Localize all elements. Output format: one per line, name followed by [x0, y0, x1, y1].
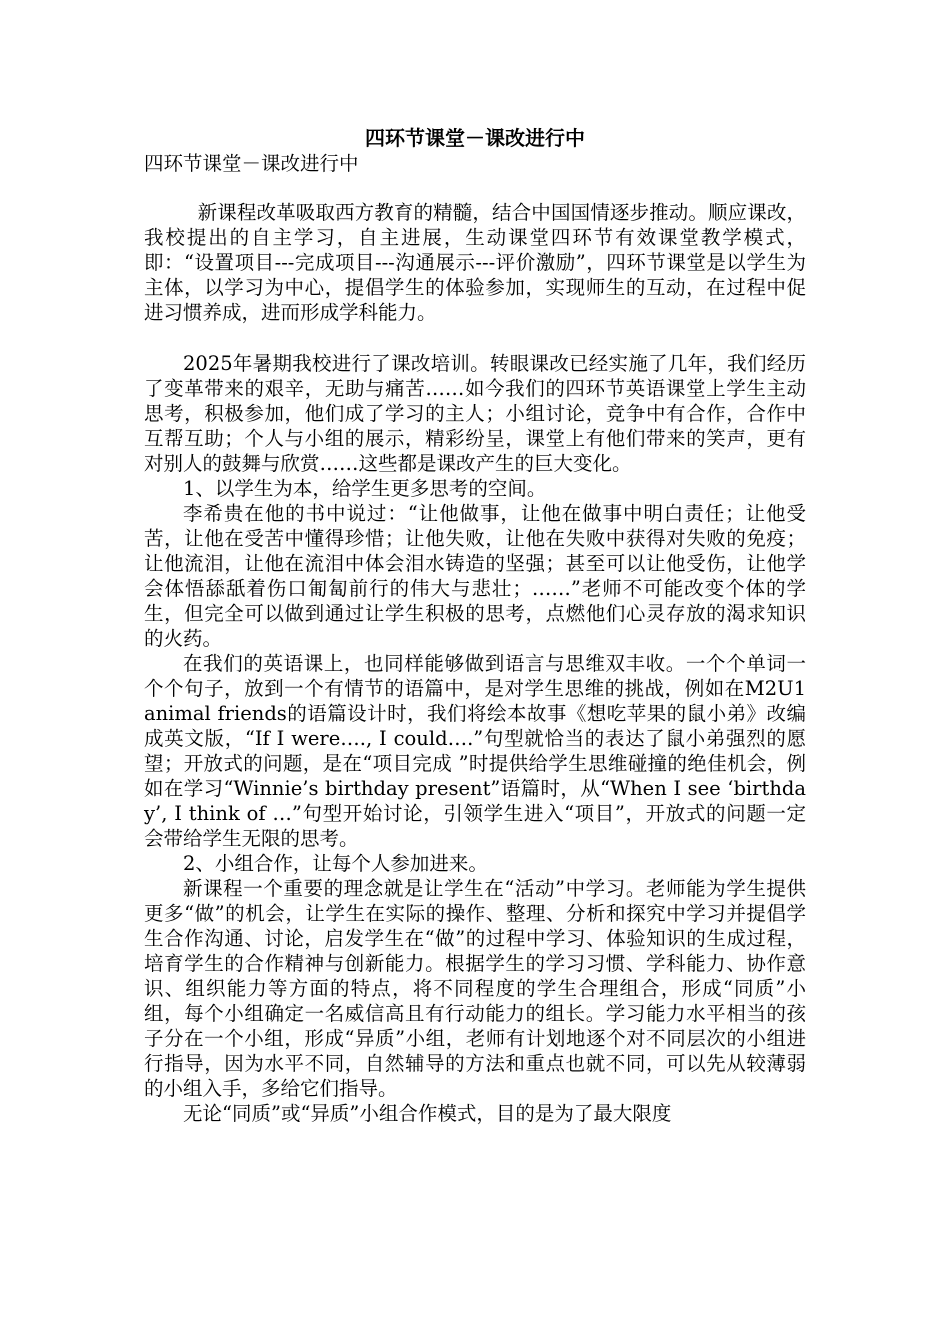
- section-heading-2: 2、小组合作，让每个人参加进来。: [183, 852, 488, 875]
- section-heading-1: 1、以学生为本，给学生更多思考的空间。: [183, 477, 547, 500]
- document-subtitle: 四环节课堂－课改进行中: [144, 152, 359, 175]
- document-page: [144, 126, 806, 1126]
- paragraph-quote: 李希贵在他的书中说过：“让他做事，让他在做事中明白责任；让他受苦，让他在受苦中懂得珍惜；让他失败，让他在失败中获得对失败的免疫；让他流泪，让他在流泪中体会泪水铸造的坚强；甚至可以让他受伤，让他学会体悟舔舐着伤口匍匐前行的伟大与悲壮；……”老师不可能改变个体的学生，但完全可以做到通过让学生积极的思考，点燃他们心灵存放的渴求知识的火药。: [144, 502, 806, 650]
- paragraph-intro: 新课程改革吸取西方教育的精髓，结合中国国情逐步推动。顺应课改，我校提出的自主学习，自主进展，生动课堂四环节有效课堂教学模式，即：“设置项目---完成项目---沟通展示---评价激励”，四环节课堂是以学生为主体，以学习为中心，提倡学生的体验参加，实现师生的互动，在过程中促进习惯养成，进而形成学科能力。: [144, 201, 806, 324]
- document-title: 四环节课堂－课改进行中: [365, 126, 585, 150]
- paragraph-group-work: 新课程一个重要的理念就是让学生在“活动”中学习。老师能为学生提供更多“做”的机会，让学生在实际的操作、整理、分析和探究中学习并提倡学生合作沟通、讨论，启发学生在“做”的过程中学习、体验知识的生成过程，培育学生的合作精神与创新能力。根据学生的学习习惯、学科能力、协作意识、组织能力等方面的特点，将不同程度的学生合理组合，形成“同质”小组，每个小组确定一名威信高且有行动能力的组长。学习能力水平相当的孩子分在一个小组，形成“异质”小组，老师有计划地逐个对不同层次的小组进行指导，因为水平不同，自然辅导的方法和重点也就不同，可以先从较薄弱的小组入手，多给它们指导。: [144, 877, 806, 1100]
- paragraph-english-class: 在我们的英语课上，也同样能够做到语言与思维双丰收。一个个单词一个个句子，放到一个有情节的语篇中，是对学生思维的挑战，例如在M2U1 animal friends的语篇设计时，我们将绘本故事《想吃苹果的鼠小弟》改编成英文版，“If I were…., I could….”句型就恰当的表达了鼠小弟强烈的愿望；开放式的问题，是在“项目完成 ”时提供给学生思维碰撞的绝佳机会，例如在学习“Winnie’s birthday present”语篇时，从“When I see ‘birthday’, I think of …”句型开始讨论，引领学生进入“项目”，开放式的问题一定会带给学生无限的思考。: [144, 652, 806, 850]
- paragraph-training: 2025年暑期我校进行了课改培训。转眼课改已经实施了几年，我们经历了变革带来的艰辛，无助与痛苦……如今我们的四环节英语课堂上学生主动思考，积极参加，他们成了学习的主人；小组讨论，竞争中有合作，合作中互帮互助；个人与小组的展示，精彩纷呈，课堂上有他们带来的笑声，更有对别人的鼓舞与欣赏……这些都是课改产生的巨大变化。: [144, 352, 806, 475]
- paragraph-group-models: 无论“同质”或“异质”小组合作模式，目的是为了最大限度: [183, 1102, 672, 1125]
